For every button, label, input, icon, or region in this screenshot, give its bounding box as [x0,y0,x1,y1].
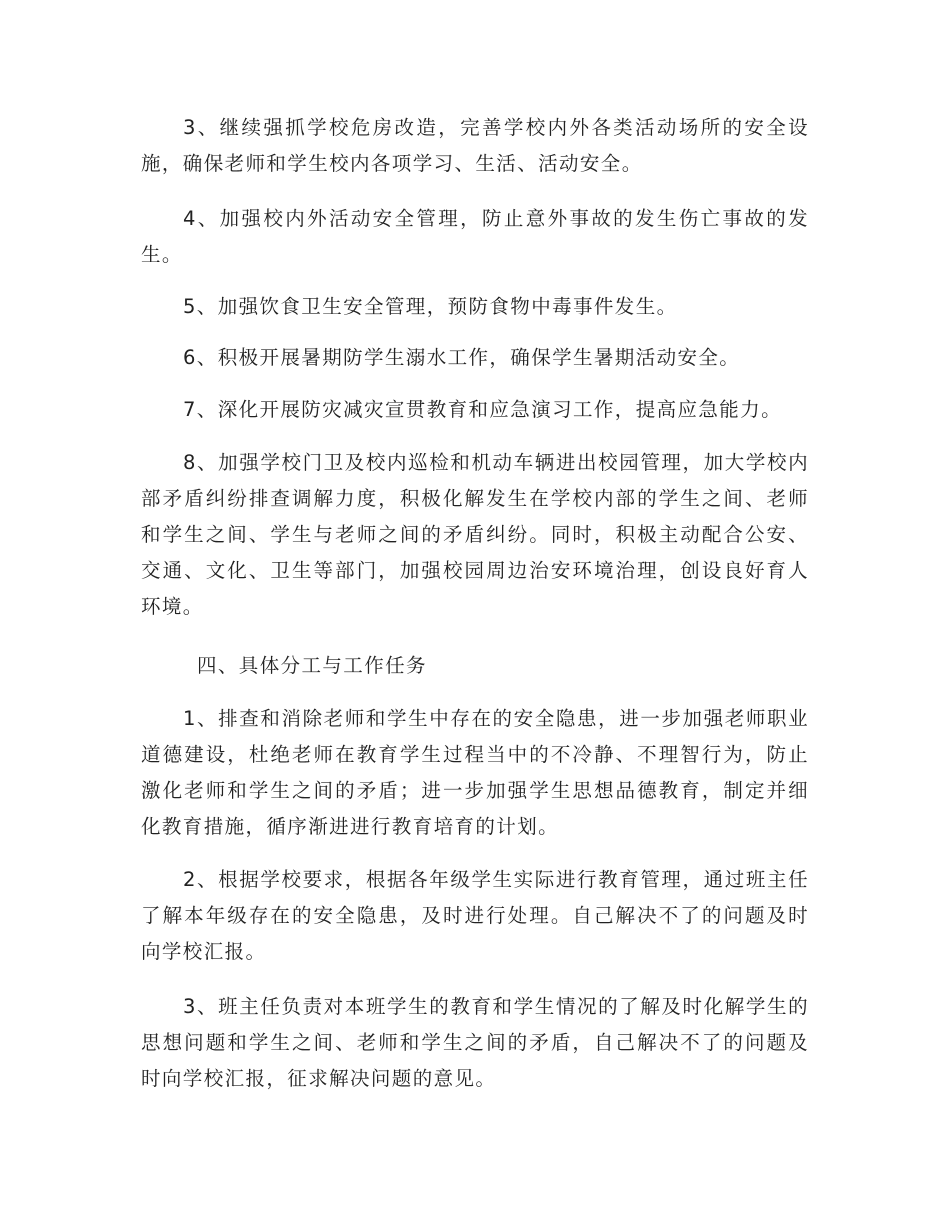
paragraph-item-8-security: 8、加强学校门卫及校内巡检和机动车辆进出校园管理，加大学校内部矛盾纠纷排查调解力度，积极化解发生在学校内部的学生之间、老师和学生之间、学生与老师之间的矛盾纠纷。同时，积极主动配合公安、交通、文化、卫生等部门，加强校园周边治安环境治理，创设良好育人环境。 [141,451,809,618]
paragraph-item-5-food: 5、加强饮食卫生安全管理，预防食物中毒事件发生。 [183,295,678,318]
paragraph-task-2: 2、根据学校要求，根据各年级学生实际进行教育管理，通过班主任了解本年级存在的安全隐患，及时进行处理。自己解决不了的问题及时向学校汇报。 [141,868,809,963]
section-heading-four: 四、具体分工与工作任务 [197,654,427,677]
paragraph-item-4-activities: 4、加强校内外活动安全管理，防止意外事故的发生伤亡事故的发生。 [141,207,809,266]
paragraph-item-7-disaster: 7、深化开展防灾减灾宣贯教育和应急演习工作，提高应急能力。 [183,398,783,421]
paragraph-item-3-facilities: 3、继续强抓学校危房改造，完善学校内外各类活动场所的安全设施，确保老师和学生校内各项学习、生活、活动安全。 [141,116,809,175]
paragraph-task-1: 1、排查和消除老师和学生中存在的安全隐患，进一步加强老师职业道德建设，杜绝老师在教育学生过程当中的不冷静、不理智行为，防止激化老师和学生之间的矛盾；进一步加强学生思想品德教育，制定并细化教育措施，循序渐进进行教育培育的计划。 [141,707,809,838]
paragraph-item-6-drowning: 6、积极开展暑期防学生溺水工作，确保学生暑期活动安全。 [183,346,741,369]
paragraph-task-3: 3、班主任负责对本班学生的教育和学生情况的了解及时化解学生的思想问题和学生之间、老师和学生之间的矛盾，自己解决不了的问题及时向学校汇报，征求解决问题的意见。 [141,995,809,1090]
